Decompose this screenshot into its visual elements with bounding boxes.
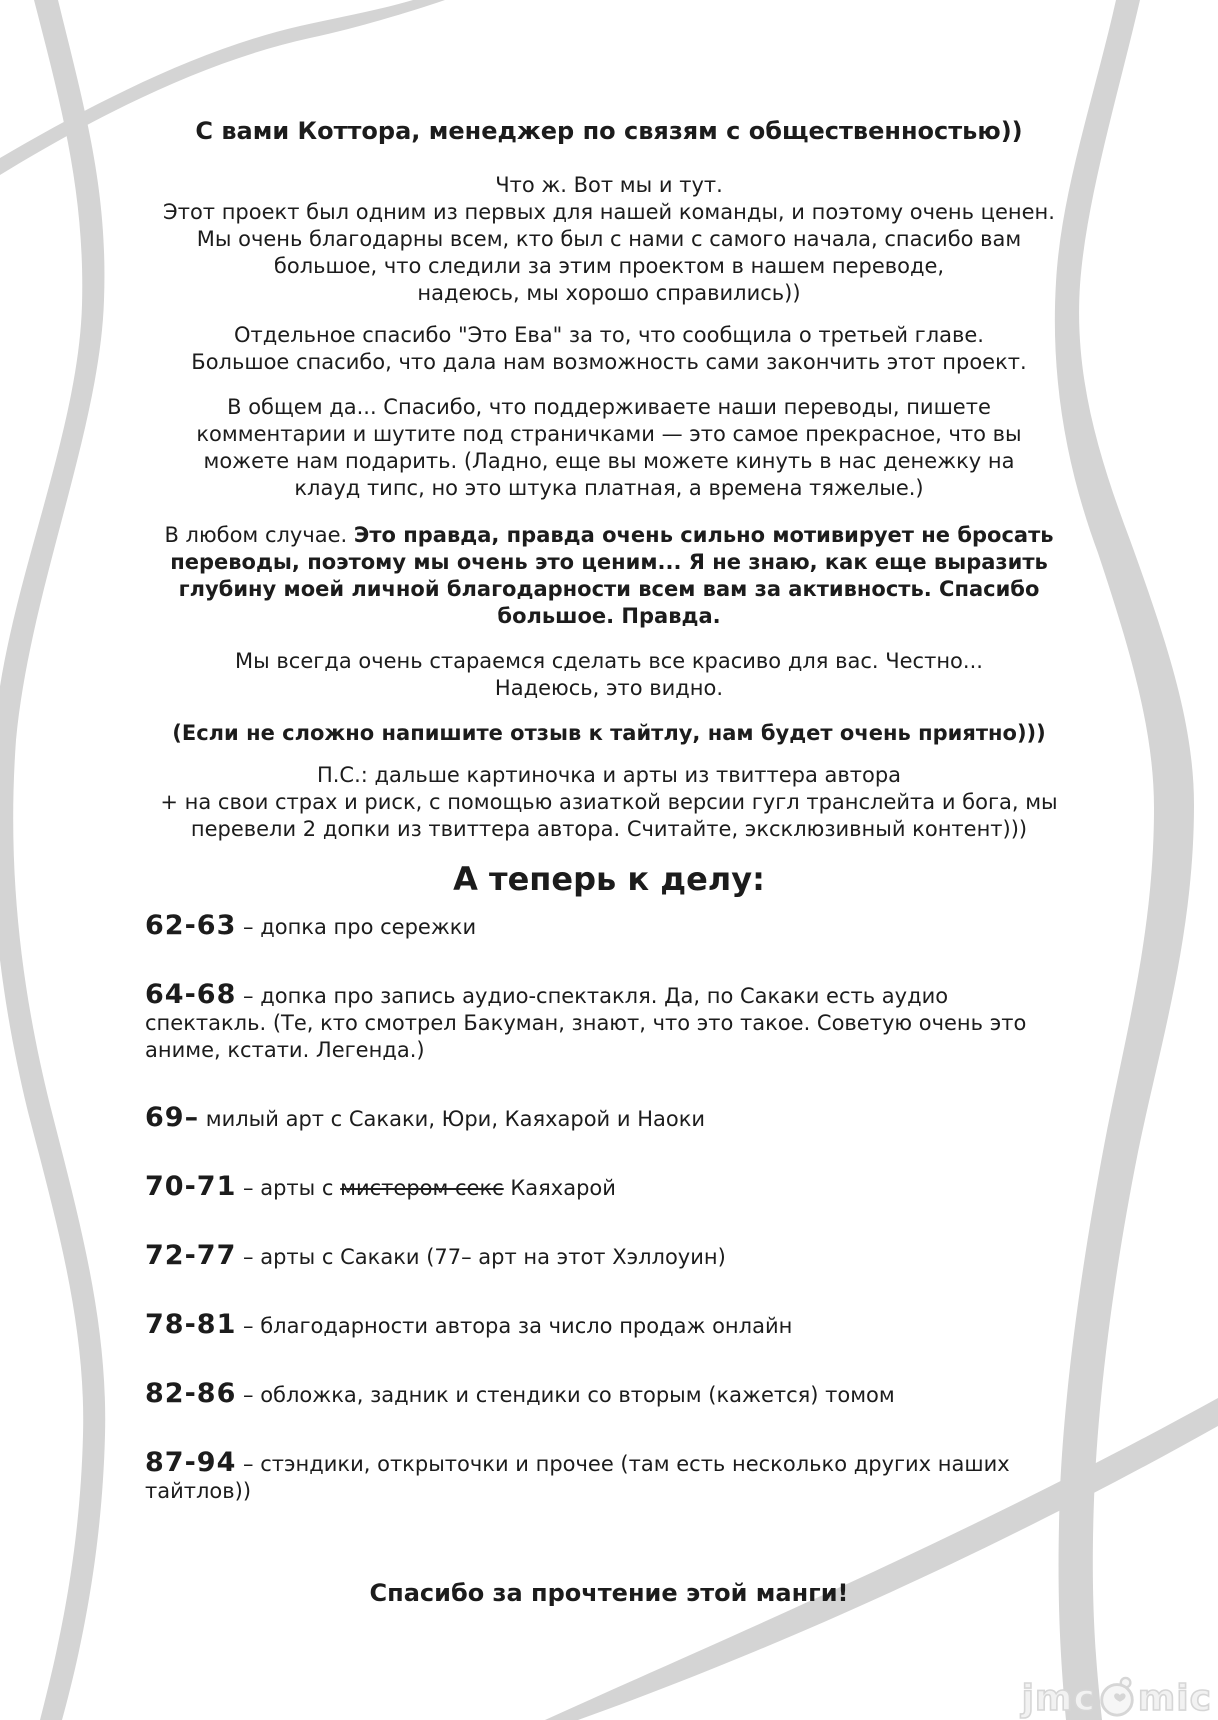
- closing-thanks: Спасибо за прочтение этой манги!: [369, 1579, 849, 1607]
- motivation-paragraph: [109, 522, 1109, 630]
- support-paragraph: [109, 394, 1109, 502]
- list-item-text: – благодарности автора за число продаж онлайн: [236, 1314, 793, 1338]
- chick-mascot-icon: [1096, 1676, 1138, 1718]
- list-item-text: – стэндики, открыточки и прочее (там есть несколько других наших тайтлов)): [145, 1452, 1010, 1503]
- motivation-line: переводы, поэтому мы очень это ценим... Я не знаю, как еще выразить: [170, 550, 1048, 574]
- ps-line: + на свои страх и риск, с помощью азиаткой версии гугл транслейта и бога, мы: [160, 790, 1058, 814]
- list-item: [145, 1242, 1050, 1271]
- motivation-bold: Это правда, правда очень сильно мотивирует не бросать: [353, 523, 1054, 547]
- list-item-pages: 82-86: [145, 1378, 237, 1409]
- list-item-strikethrough-text: мистером секс: [340, 1176, 504, 1200]
- intro-line: Мы очень благодарны всем, кто был с нами с самого начала, спасибо вам: [196, 227, 1022, 251]
- honest-paragraph: [109, 648, 1109, 702]
- ribbon-left-s-curve: [0, 0, 105, 1720]
- list-item-text: – арты с: [236, 1176, 341, 1200]
- ps-paragraph: [109, 762, 1109, 843]
- list-item-text: – обложка, задник и стендики со вторым (кажется) томом: [236, 1383, 895, 1407]
- ps-line: перевели 2 допки из твиттера автора. Считайте, эксклюзивный контент))): [190, 817, 1028, 841]
- list-item-pages: 64-68: [145, 979, 237, 1010]
- list-item-text: – допка про запись аудио-спектакля. Да, по Сакаки есть аудио спектакль. (Те, кто смотрел Бакуман, знают, что это такое. Советую очень это аниме, кстати. Легенда.): [145, 984, 1027, 1062]
- review-request-paragraph: [109, 720, 1109, 747]
- support-line: комментарии и шутите под страничками — это самое прекрасное, что вы: [196, 422, 1022, 446]
- support-line: клауд типс, но это штука платная, а времена тяжелые.): [294, 476, 924, 500]
- section-heading: [109, 860, 1109, 898]
- page-title: С вами Коттора, менеджер по связям с общественностью)): [195, 117, 1023, 145]
- watermark-text-right: mic: [1137, 1677, 1212, 1719]
- jmcomic-watermark: [1022, 1676, 1212, 1720]
- list-item-pages: 62-63: [145, 910, 237, 941]
- list-item-pages: 70-71: [145, 1171, 237, 1202]
- page-index-list: [145, 912, 1050, 1545]
- review-request-line: (Если не сложно напишите отзыв к тайтлу, нам будет очень приятно))): [172, 721, 1046, 745]
- list-item-pages: 87-94: [145, 1447, 237, 1478]
- list-item-pages: 72-77: [145, 1240, 237, 1271]
- intro-line: Этот проект был одним из первых для нашей команды, и поэтому очень ценен.: [163, 200, 1055, 224]
- list-item: [145, 912, 1050, 941]
- honest-line: Мы всегда очень стараемся сделать все красиво для вас. Честно...: [235, 649, 983, 673]
- list-item-text: – допка про сережки: [236, 915, 477, 939]
- list-item: [145, 1380, 1050, 1409]
- motivation-line: большое. Правда.: [497, 604, 721, 628]
- list-item: [145, 981, 1050, 1064]
- intro-line: надеюсь, мы хорошо справились)): [417, 281, 801, 305]
- thanks-eva-line: Большое спасибо, что дала нам возможность сами закончить этот проект.: [191, 350, 1027, 374]
- list-item-pages: 69–: [145, 1102, 200, 1133]
- list-item: [145, 1311, 1050, 1340]
- honest-line: Надеюсь, это видно.: [494, 676, 724, 700]
- ps-line: П.С.: дальше картиночка и арты из твиттера автора: [316, 763, 902, 787]
- list-item: [145, 1104, 1050, 1133]
- support-line: В общем да... Спасибо, что поддерживаете наши переводы, пишете: [227, 395, 991, 419]
- intro-line: большое, что следили за этим проектом в нашем переводе,: [273, 254, 945, 278]
- header-block: [109, 116, 1109, 146]
- list-item-pages: 78-81: [145, 1309, 237, 1340]
- list-item-text: – арты с Сакаки (77– арт на этот Хэллоуин): [236, 1245, 726, 1269]
- list-item-text: Каяхарой: [503, 1176, 616, 1200]
- support-line: можете нам подарить. (Ладно, еще вы можете кинуть в нас денежку на: [203, 449, 1015, 473]
- footer-block: [109, 1578, 1109, 1608]
- motivation-lead: В любом случае.: [164, 523, 354, 547]
- list-item: [145, 1173, 1050, 1202]
- motivation-line: глубину моей личной благодарности всем вам за активность. Спасибо: [178, 577, 1040, 601]
- watermark-text-left: jmc: [1021, 1677, 1096, 1719]
- intro-line: Что ж. Вот мы и тут.: [495, 173, 723, 197]
- thanks-eva-line: Отдельное спасибо "Это Ева" за то, что сообщила о третьей главе.: [234, 323, 984, 347]
- list-item-text: милый арт с Сакаки, Юри, Каяхарой и Наоки: [199, 1107, 706, 1131]
- section-heading-text: А теперь к делу:: [453, 860, 765, 898]
- motivation-line: [109, 522, 1109, 549]
- thanks-eva-paragraph: [109, 322, 1109, 376]
- list-item: [145, 1449, 1050, 1505]
- intro-paragraph: [109, 172, 1109, 307]
